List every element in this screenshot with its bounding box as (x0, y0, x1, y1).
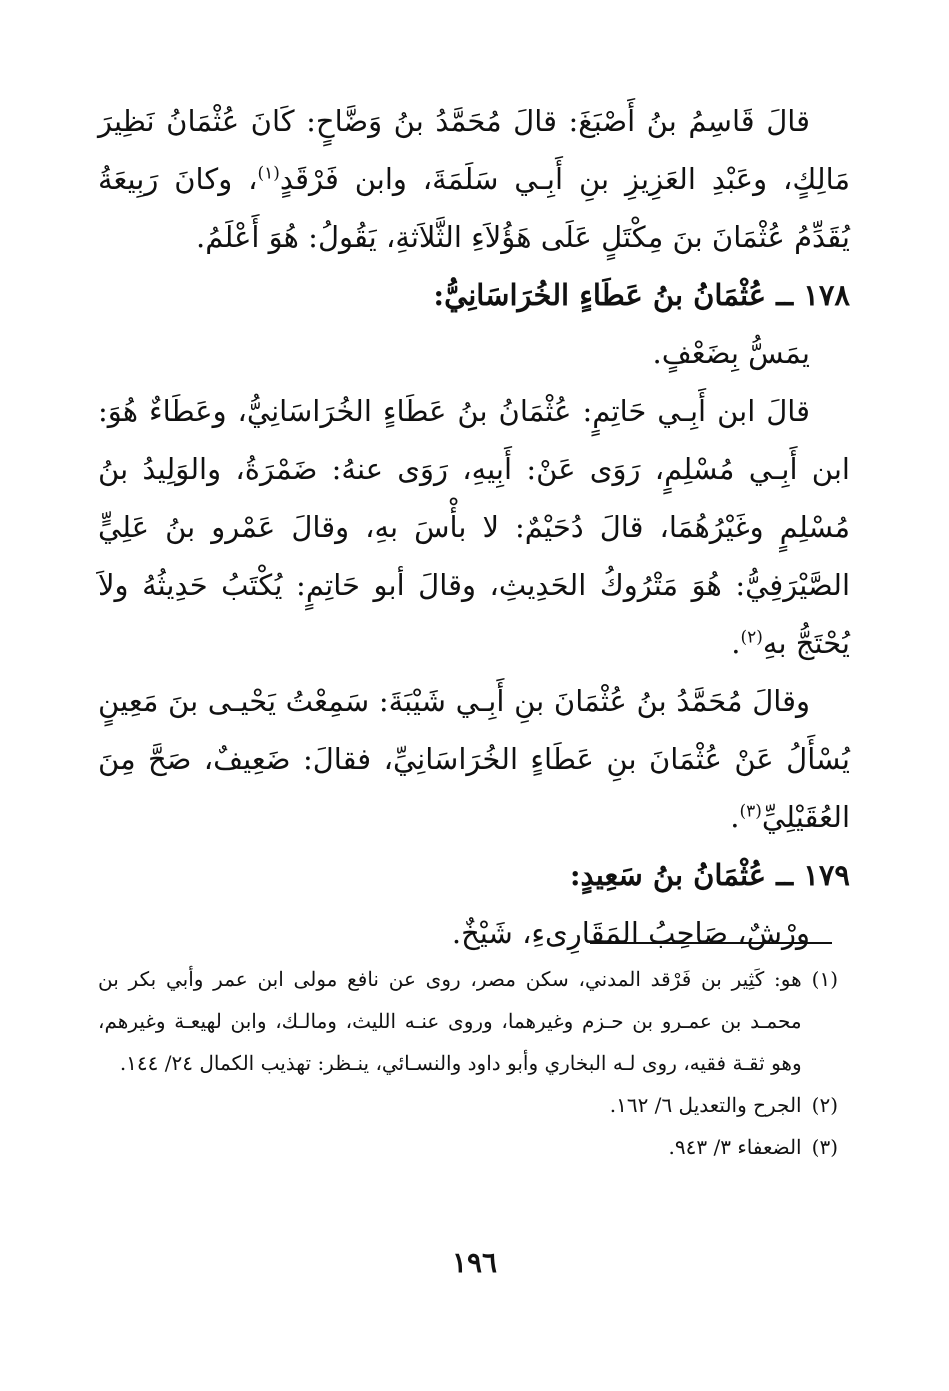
footnote-3 (98, 1126, 838, 1168)
page-number: ١٩٦ (451, 1246, 498, 1279)
footnote-text: هو: كَثِير بن فَرْقد المدني، سكن مصر، روى عن نافع مولى ابن عمر وأبي بكر بن محمـد بن عمـرو بن حـزم وغيرهما، وروى عنـه الليث، ومالـك، وابن لهيعـة وغيرهم، وهو ثقـة فقيه، روى لـه البخاري وأبو داود والنسـائي، ينـظر: تهذيب الكمال ٢٤/ ١٤٤. (98, 967, 802, 1075)
entry-desc-178: يمَسُّ بِضَعْفٍ. (652, 336, 810, 370)
footnote-ref-2: (٢) (740, 627, 763, 648)
footnote-number: (١) (811, 967, 838, 991)
footnote-text: الضعفاء ٣/ ٩٤٣. (668, 1135, 802, 1159)
paragraph-ibn-abi-shayba (98, 672, 850, 846)
para-end: . (730, 800, 740, 834)
entry-heading-179: ١٧٩ ــ عُثْمَانُ بنُ سَعِيدٍ: (569, 858, 850, 892)
para-end: . (731, 626, 741, 660)
para-text: وقالَ مُحَمَّدُ بنُ عُثْمَانَ بنِ أَبِـي شَيْبَةَ: سَمِعْتُ يَحْيـى بنَ مَعِينٍ يُسْأَلُ عَنْ عُثْمَانَ بنِ عَطَاءٍ الخُرَاسَانِيِّ، فقالَ: ضَعِيفٌ، صَحَّ مِنَ العُقَيْلِيِّ (98, 684, 850, 834)
footnote-ref-1: (١) (257, 163, 280, 184)
footnotes (98, 958, 838, 1168)
entry-heading-178: ١٧٨ ــ عُثْمَانُ بنُ عَطَاءٍ الخُرَاسَانِيُّ: (433, 278, 850, 312)
footnote-2 (98, 1084, 838, 1126)
footnote-1 (98, 958, 838, 1084)
para-text: قالَ قَاسِمُ بنُ أَصْبَغَ: قالَ مُحَمَّدُ بنُ وَضَّاحٍ: كَانَ عُثْمَانُ نَظِيرَ مَالِكٍ، وعَبْدِ العَزِيزِ بنِ أَبِـي سَلَمَةَ، وابن فَرْقَدٍ (98, 104, 850, 196)
footnote-text: الجرح والتعديل ٦/ ١٦٢. (609, 1093, 802, 1117)
footnote-divider (590, 942, 832, 944)
entry-desc-179: ورْشٌ، صَاحِبُ المَقَارِىءِ، شَيْخٌ. (451, 916, 810, 950)
footnote-ref-3: (٣) (739, 801, 762, 822)
main-text (98, 92, 850, 962)
footnote-number: (٢) (811, 1093, 838, 1117)
paragraph-intro (98, 92, 850, 266)
para-text: قالَ ابن أَبِـي حَاتِمٍ: عُثْمَانُ بنُ عَطَاءٍ الخُرَاسَانِيُّ، وعَطَاءٌ هُوَ: ابن أَبِـي مُسْلِمٍ، رَوَى عَنْ: أَبِيهِ، رَوَى عنهُ: ضَمْرَةُ، والوَلِيدُ بنُ مُسْلِمٍ وغَيْرُهُمَا، قالَ دُحَيْمٌ: لا بأْسَ بهِ، وقالَ عَمْرو بنُ عَلِيٍّ الصَّيْرَفِيُّ: هُوَ مَتْرُوكُ الحَدِيثِ، وقالَ أبو حَاتِمٍ: يُكْتَبُ حَدِيثُهُ ولاَ يُحْتَجُّ بهِ (98, 394, 850, 660)
footnote-number: (٣) (811, 1135, 838, 1159)
para-text: ، وكانَ رَبِيعَةُ يُقَدِّمُ عُثْمَانَ بنَ مِكْتَلٍ عَلَى هَؤُلاَءِ الثَّلاَثةِ، يَقُولُ: هُوَ أَعْلَمُ. (98, 162, 850, 254)
paragraph-ibn-abi-hatim (98, 382, 850, 672)
